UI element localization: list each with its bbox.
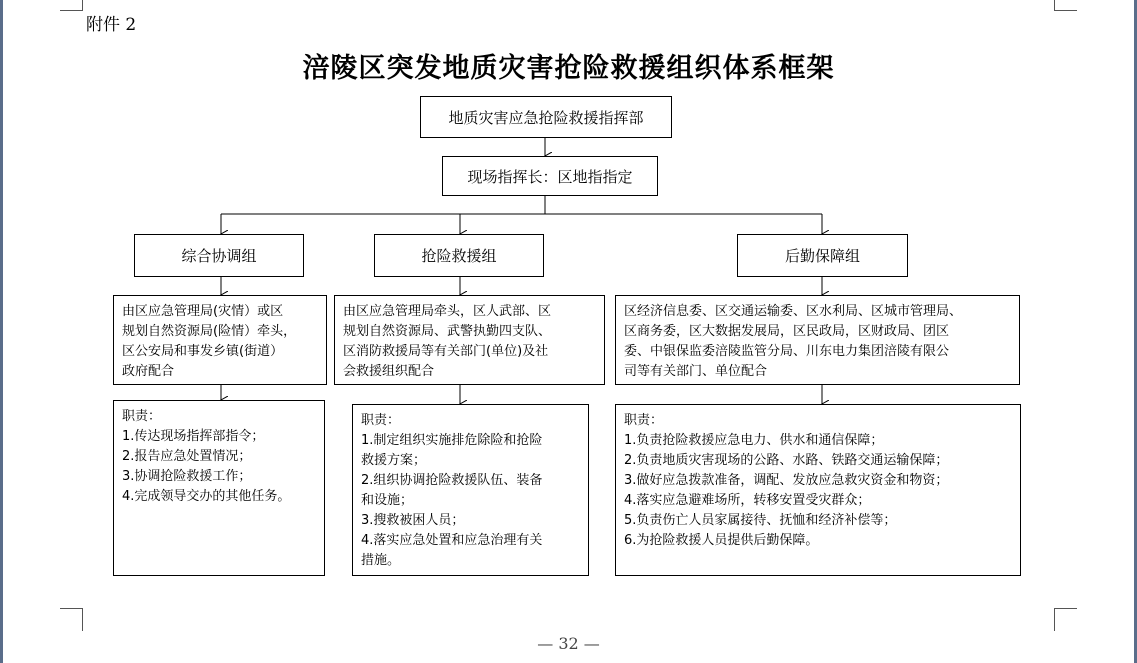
group-1-members-line: 由区应急管理局(灾情）或区: [122, 304, 284, 319]
group-1-name: 综合协调组: [181, 247, 257, 265]
group-2-box: [374, 234, 544, 277]
group-1-duties-box: [113, 400, 325, 576]
page-number: — 32 —: [537, 634, 600, 653]
group-2-duties-box: [352, 404, 589, 576]
group-3-duty-line: 6.为抢险救援人员提供后勤保障。: [624, 533, 819, 548]
attachment-label: 附件 2: [86, 15, 137, 35]
group-3-duty-line: 职责：: [624, 413, 664, 428]
group-1-members-line: 政府配合: [122, 364, 175, 379]
group-2-duty-line: 4.落实应急处置和应急治理有关: [361, 533, 543, 548]
group-2-duty-line: 和设施；: [361, 493, 414, 508]
group-1-members-line: 区公安局和事发乡镇(街道）: [122, 344, 284, 359]
group-3-duties-box: [615, 404, 1021, 576]
group-2-members-line: 会救援组织配合: [343, 364, 435, 379]
group-2-members-line: 规划自然资源局、武警执勤四支队、: [343, 324, 552, 339]
group-2-members-line: 区消防救援局等有关部门(单位)及社: [343, 344, 549, 359]
group-1-duty-line: 1.传达现场指挥部指令；: [122, 429, 265, 444]
group-3-members-box: [615, 295, 1020, 385]
group-3-duty-line: 1.负责抢险救援应急电力、供水和通信保障；: [624, 433, 884, 448]
group-3-duty-line: 2.负责地质灾害现场的公路、水路、铁路交通运输保障；: [624, 453, 949, 468]
group-3-duty-line: 5.负责伤亡人员家属接待、抚恤和经济补偿等；: [624, 513, 897, 528]
group-3-members-line: 委、中银保监委涪陵监管分局、川东电力集团涪陵有限公: [624, 344, 950, 359]
group-3-members-line: 区商务委，区大数据发展局，区民政局，区财政局、团区: [624, 324, 950, 339]
group-1-duty-line: 2.报告应急处置情况；: [122, 449, 252, 464]
group-1-duty-line: 3.协调抢险救援工作；: [122, 469, 252, 484]
group-1-members-box: [113, 295, 327, 385]
group-3-duty-line: 3.做好应急拨款准备，调配、发放应急救灾资金和物资；: [624, 473, 949, 488]
command-headquarters-label: 地质灾害应急抢险救援指挥部: [448, 108, 644, 127]
field-commander-box: [442, 156, 658, 196]
group-1-members-line: 规划自然资源局(险情）牵头，: [122, 324, 297, 339]
group-1-duty-line: 4.完成领导交办的其他任务。: [122, 489, 291, 504]
group-2-duty-line: 职责：: [361, 413, 401, 428]
page-title: 涪陵区突发地质灾害抢险救援组织体系框架: [302, 53, 835, 84]
group-2-duty-line: 3.搜救被困人员；: [361, 513, 465, 528]
group-2-members-line: 由区应急管理局牵头，区人武部、区: [343, 304, 552, 319]
group-3-duty-line: 4.落实应急避难场所，转移安置受灾群众；: [624, 493, 871, 508]
group-1-box: [134, 234, 304, 277]
field-commander-label: 现场指挥长：区地指指定: [467, 167, 633, 186]
group-2-duty-line: 2.组织协调抢险救援队伍、装备: [361, 473, 543, 488]
group-3-members-line: 区经济信息委、区交通运输委、区水利局、区城市管理局、: [624, 304, 963, 319]
group-2-duty-line: 救援方案；: [361, 453, 427, 468]
command-headquarters-box: [420, 96, 672, 138]
group-2-duty-line: 措施。: [361, 553, 401, 568]
group-2-members-box: [334, 295, 605, 385]
group-1-duty-line: 职责：: [122, 409, 162, 424]
group-3-name: 后勤保障组: [784, 247, 860, 265]
group-2-duty-line: 1.制定组织实施排危除险和抢险: [361, 433, 543, 448]
group-2-name: 抢险救援组: [421, 247, 497, 265]
group-3-members-line: 司等有关部门、单位配合: [624, 364, 768, 379]
group-3-box: [737, 234, 908, 277]
